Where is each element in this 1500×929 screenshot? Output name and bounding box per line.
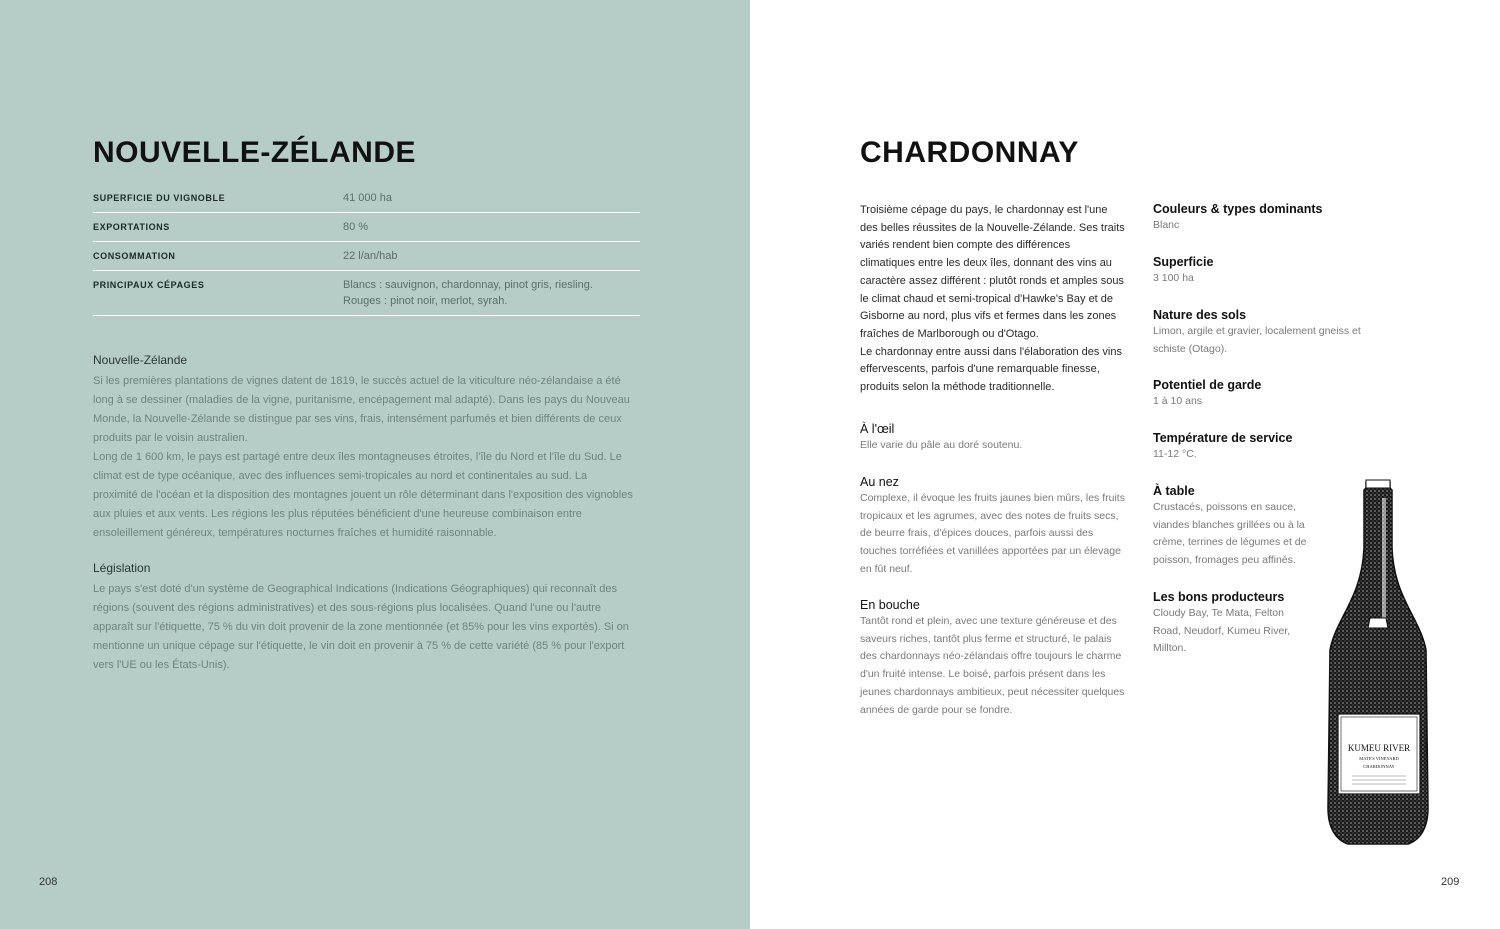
fact-label: SUPERFICIE DU VIGNOBLE <box>93 193 226 203</box>
fact-row <box>93 213 640 242</box>
country-title: NOUVELLE-ZÉLANDE <box>93 136 416 169</box>
paragraph: Troisième cépage du pays, le chardonnay est l'une des belles réussites de la Nouvelle-Zélande. Ses traits variés rendent bien compte des différences climatiques entre les deux îles, donnant des vins au caractère assez différent : plutôt ronds et amples sous le climat chaud et semi-tropical d'Hawke's Bay et de Gisborne au nord, plus vifs et fermes dans les zones fraîches de Marlborough ou d'Otago. <box>860 204 1125 340</box>
fact-value-line: Blancs : sauvignon, chardonnay, pinot gris, riesling. <box>343 279 593 291</box>
page-number-left: 208 <box>39 876 58 888</box>
info-temperature <box>1153 431 1368 464</box>
info-text: 3 100 ha <box>1153 272 1194 284</box>
info-heading: Superficie <box>1153 255 1214 269</box>
tasting-eye <box>860 422 1126 455</box>
info-pairing <box>1153 484 1323 570</box>
tasting-nose <box>860 475 1126 579</box>
tasting-text: Tantôt rond et plein, avec une texture généreuse et des saveurs riches, tantôt plus ferme et structuré, le palais des chardonnays néo-zélandais offre toujours le charme d'un fruité intense. Le boisé, parfois présent dans les jeunes chardonnays ambitieux, peut nécessiter quelques années de garde pour se fondre. <box>860 615 1125 716</box>
tasting-heading: Au nez <box>860 475 899 489</box>
info-text: Cloudy Bay, Te Mata, Felton Road, Neudorf, Kumeu River, Millton. <box>1153 607 1291 655</box>
fact-value: 22 l/an/hab <box>343 250 398 262</box>
info-heading: Les bons producteurs <box>1153 590 1285 604</box>
fact-value-line: Rouges : pinot noir, merlot, syrah. <box>343 295 508 307</box>
paragraph: Le chardonnay entre aussi dans l'élaboration des vins effervescents, parfois d'une remarquable finesse, produits selon la méthode traditionnelle. <box>860 345 1122 394</box>
grape-title: CHARDONNAY <box>860 136 1079 169</box>
fact-row <box>93 242 640 271</box>
tasting-heading: À l'œil <box>860 422 895 436</box>
fact-label: PRINCIPAUX CÉPAGES <box>93 280 205 290</box>
tasting-text: Complexe, il évoque les fruits jaunes bien mûrs, les fruits tropicaux et les agrumes, avec des notes de fruits secs, de beurre frais, d'épices douces, parfois aussi des touches torréfiées et vanillées apportées par un élevage en fût neuf. <box>860 492 1125 575</box>
info-heading: Potentiel de garde <box>1153 378 1262 392</box>
section-text-nz <box>93 372 633 543</box>
fact-row <box>93 271 640 316</box>
info-heading: Couleurs & types dominants <box>1153 202 1323 216</box>
info-heading: Nature des sols <box>1153 308 1247 322</box>
info-colors <box>1153 202 1368 235</box>
fact-label: EXPORTATIONS <box>93 222 170 232</box>
info-text: 1 à 10 ans <box>1153 395 1203 407</box>
bottle-label-line2: MATE'S VINEYARD <box>1359 756 1399 761</box>
info-producers <box>1153 590 1303 658</box>
page-number-right: 209 <box>1441 876 1460 888</box>
info-text: Crustacés, poissons en sauce, viandes blanches grillées ou à la crème, terrines de légumes et de poisson, fromages peu affinés. <box>1153 501 1307 567</box>
paragraph: Si les premières plantations de vignes datent de 1819, le succès actuel de la viticulture néo-zélandaise a été long à se dessiner (maladies de la vigne, puritanisme, encépagement mal adapté). Dans les pays du Nouveau Monde, la Nouvelle-Zélande se distingue par ses vins, frais, intensément parfumés et bien différents de ceux produits par le voisin australien. <box>93 375 630 444</box>
info-heading: Température de service <box>1153 431 1293 445</box>
fact-label: CONSOMMATION <box>93 251 176 261</box>
info-text: Blanc <box>1153 219 1180 231</box>
wine-bottle-illustration <box>1322 478 1434 856</box>
tasting-heading: En bouche <box>860 598 920 612</box>
facts-table <box>93 184 640 316</box>
bottle-label-line3: CHARDONNAY <box>1363 764 1395 769</box>
bottle-label-line1: KUMEU RIVER <box>1347 743 1411 753</box>
fact-value <box>343 277 640 309</box>
info-text: 11-12 °C. <box>1153 448 1197 460</box>
section-heading-nz: Nouvelle-Zélande <box>93 353 188 367</box>
section-text-legislation: Le pays s'est doté d'un système de Geographical Indications (Indications Géographiques) qui reconnaît des régions (souvent des régions administratives) et des sous-régions plus localisées. Quand l'une ou l'autre apparaît sur l'étiquette, 75 % du vin doit provenir de la zone mentionnée (et 85% pour les vins exportés). Si on mentionne un unique cépage sur l'étiquette, le vin doit en provenir à 75 % de cette variété (85 % pour l'export vers l'UE ou les États-Unis). <box>93 583 629 671</box>
info-aging <box>1153 378 1368 411</box>
section-heading-legislation: Législation <box>93 561 151 575</box>
fact-value: 41 000 ha <box>343 192 392 204</box>
fact-value: 80 % <box>343 221 369 233</box>
tasting-mouth <box>860 598 1126 719</box>
fact-row <box>93 184 640 213</box>
paragraph: Long de 1 600 km, le pays est partagé entre deux îles montagneuses étroites, l'île du Nord et l'île du Sud. Le climat est de type océanique, avec des influences semi-tropicales au nord et continentales au sud. La proximité de l'océan et la disposition des montagnes jouent un rôle déterminant dans l'exposition des vignobles aux pluies et aux vents. Les régions les plus réputées bénéficient d'une heureuse combinaison entre ensoleillement généreux, températures nocturnes fraîches et humidité raisonnable. <box>93 451 633 539</box>
info-soils <box>1153 308 1368 358</box>
intro-text <box>860 202 1126 397</box>
tasting-text: Elle varie du pâle au doré soutenu. <box>860 439 1023 451</box>
info-text: Limon, argile et gravier, localement gneiss et schiste (Otago). <box>1153 325 1361 355</box>
info-area <box>1153 255 1368 288</box>
info-heading: À table <box>1153 484 1195 498</box>
